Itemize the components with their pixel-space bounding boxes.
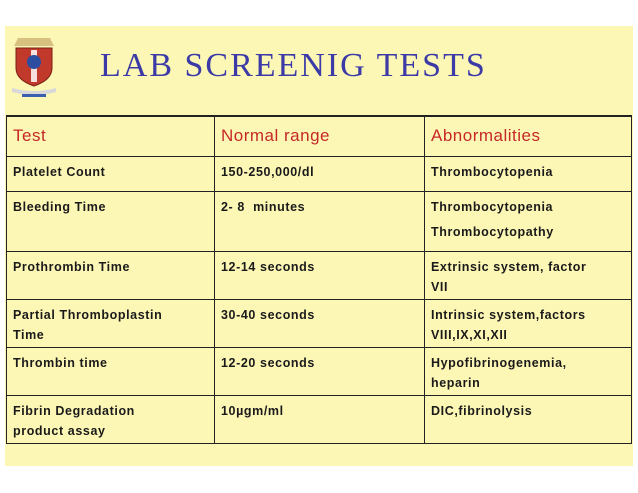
range-cell (215, 251, 425, 299)
test-cell (7, 395, 215, 443)
abnormal-cell (425, 251, 632, 299)
test-name: Fibrin Degradation (13, 403, 135, 418)
test-name: Bleeding Time (13, 199, 107, 214)
normal-range-value: 10µgm/ml (221, 403, 284, 418)
slide-title: LAB SCREENIG TESTS (100, 47, 487, 84)
abnormality-text: VIII,IX,XI,XII (431, 327, 508, 342)
test-cell (7, 251, 215, 299)
normal-range-value: 12-20 seconds (221, 355, 315, 370)
test-cell (7, 347, 215, 395)
abnormal-cell (425, 395, 632, 443)
test-name: Thrombin time (13, 355, 108, 370)
abnormal-cell (425, 191, 632, 251)
normal-range-value: 2- 8 minutes (221, 199, 306, 214)
table-row (7, 299, 632, 347)
abnormality-text: Thrombocytopenia (431, 164, 554, 179)
abnormality-text: Hypofibrinogenemia, (431, 355, 567, 370)
table-row (7, 395, 632, 443)
test-cell (7, 191, 215, 251)
test-name: Partial Thromboplastin (13, 307, 163, 322)
test-cell (7, 156, 215, 191)
table-header-row (7, 116, 632, 156)
header-abnormalities: Abnormalities (425, 116, 632, 156)
lab-tests-table (6, 115, 632, 444)
table-row (7, 156, 632, 191)
abnormality-text: Intrinsic system,factors (431, 307, 586, 322)
range-cell (215, 347, 425, 395)
test-name: Platelet Count (13, 164, 106, 179)
normal-range-value: 12-14 seconds (221, 259, 315, 274)
range-cell (215, 299, 425, 347)
normal-range-value: 150-250,000/dl (221, 164, 315, 179)
test-name: Prothrombin Time (13, 259, 131, 274)
abnormal-cell (425, 347, 632, 395)
range-cell (215, 156, 425, 191)
table-row (7, 347, 632, 395)
abnormality-text: Thrombocytopenia (431, 199, 554, 214)
test-name: product assay (13, 423, 106, 438)
header-normal-range: Normal range (215, 116, 425, 156)
abnormality-text: heparin (431, 375, 481, 390)
range-cell (215, 191, 425, 251)
header-test: Test (7, 116, 215, 156)
institute-crest-icon (10, 34, 58, 100)
test-name: Time (13, 327, 45, 342)
abnormal-cell (425, 299, 632, 347)
normal-range-value: 30-40 seconds (221, 307, 315, 322)
abnormality-text: VII (431, 279, 449, 294)
range-cell (215, 395, 425, 443)
test-cell (7, 299, 215, 347)
abnormality-text: Thrombocytopathy (431, 224, 554, 239)
abnormality-text: Extrinsic system, factor (431, 259, 587, 274)
table-row (7, 251, 632, 299)
table-row (7, 191, 632, 251)
abnormality-text: DIC,fibrinolysis (431, 403, 533, 418)
abnormal-cell (425, 156, 632, 191)
